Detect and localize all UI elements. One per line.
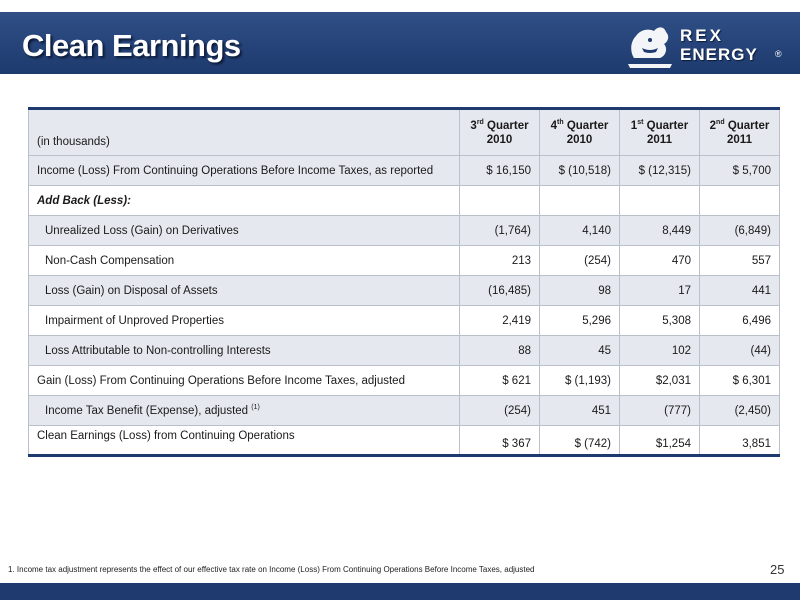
table-row — [29, 396, 780, 426]
page-number: 25 — [770, 562, 785, 577]
row-label: Gain (Loss) From Continuing Operations Before Income Taxes, adjusted — [29, 366, 460, 396]
footnote-marker: (1) — [251, 403, 260, 411]
row-label: Add Back (Less): — [29, 186, 460, 216]
table-header-row — [29, 109, 780, 156]
cell-value: 98 — [540, 276, 620, 306]
table-row — [29, 306, 780, 336]
table-row — [29, 246, 780, 276]
column-header: 3rd Quarter 2010 — [460, 109, 540, 156]
footer-bar — [0, 583, 800, 600]
cell-value: $1,254 — [620, 426, 700, 456]
rex-energy-logo — [620, 12, 790, 74]
cell-value: $ 6,301 — [700, 366, 780, 396]
cell-value: $ 621 — [460, 366, 540, 396]
cell-value: 213 — [460, 246, 540, 276]
cell-value: (16,485) — [460, 276, 540, 306]
cell-value: (254) — [540, 246, 620, 276]
logo-registered-mark: ® — [775, 49, 782, 59]
cell-value: $ (742) — [540, 426, 620, 456]
cell-value: 6,496 — [700, 306, 780, 336]
unit-label: (in thousands) — [29, 109, 460, 156]
row-label: Clean Earnings (Loss) from Continuing Operations — [29, 426, 460, 456]
row-label: Loss Attributable to Non-controlling Interests — [29, 336, 460, 366]
cell-value: 102 — [620, 336, 700, 366]
table-row — [29, 366, 780, 396]
table-row — [29, 216, 780, 246]
cell-value — [460, 186, 540, 216]
logo-text-energy: ENERGY — [680, 45, 758, 64]
cell-value: 5,308 — [620, 306, 700, 336]
cell-value: $ (1,193) — [540, 366, 620, 396]
row-label: Non-Cash Compensation — [29, 246, 460, 276]
cell-value: (6,849) — [700, 216, 780, 246]
cell-value: 5,296 — [540, 306, 620, 336]
cell-value: 451 — [540, 396, 620, 426]
footnote: 1. Income tax adjustment represents the effect of our effective tax rate on Income (Loss) From Continuing Operations Before Income Taxes, adjusted — [8, 565, 535, 574]
table-row — [29, 336, 780, 366]
row-label: Unrealized Loss (Gain) on Derivatives — [29, 216, 460, 246]
cell-value: 557 — [700, 246, 780, 276]
row-label: Income Tax Benefit (Expense), adjusted $^{(1)}$ — [29, 396, 460, 426]
cell-value: $ (10,518) — [540, 156, 620, 186]
cell-value: $ 5,700 — [700, 156, 780, 186]
cell-value: (44) — [700, 336, 780, 366]
cell-value: (777) — [620, 396, 700, 426]
cell-value: (2,450) — [700, 396, 780, 426]
page-title: Clean Earnings — [22, 28, 241, 63]
table-row — [29, 426, 780, 456]
row-label: Impairment of Unproved Properties — [29, 306, 460, 336]
table-row — [29, 186, 780, 216]
cell-value: 45 — [540, 336, 620, 366]
cell-value: 441 — [700, 276, 780, 306]
cell-value: (1,764) — [460, 216, 540, 246]
row-label: Loss (Gain) on Disposal of Assets — [29, 276, 460, 306]
cell-value: 17 — [620, 276, 700, 306]
row-label: Income (Loss) From Continuing Operations Before Income Taxes, as reported — [29, 156, 460, 186]
logo-text-rex: REX — [680, 26, 724, 45]
cell-value: 4,140 — [540, 216, 620, 246]
cell-value: (254) — [460, 396, 540, 426]
cell-value: 8,449 — [620, 216, 700, 246]
cell-value: $ 367 — [460, 426, 540, 456]
table-row — [29, 156, 780, 186]
lion-logo-icon — [620, 12, 680, 74]
cell-value: $ 16,150 — [460, 156, 540, 186]
cell-value: $2,031 — [620, 366, 700, 396]
clean-earnings-table — [28, 107, 780, 457]
cell-value: 470 — [620, 246, 700, 276]
column-header: 2nd Quarter 2011 — [700, 109, 780, 156]
header-bar — [0, 12, 800, 74]
column-header: 1st Quarter 2011 — [620, 109, 700, 156]
cell-value: $ (12,315) — [620, 156, 700, 186]
cell-value — [540, 186, 620, 216]
table-row — [29, 276, 780, 306]
cell-value: 88 — [460, 336, 540, 366]
cell-value — [700, 186, 780, 216]
cell-value: 2,419 — [460, 306, 540, 336]
cell-value — [620, 186, 700, 216]
column-header: 4th Quarter 2010 — [540, 109, 620, 156]
cell-value: 3,851 — [700, 426, 780, 456]
